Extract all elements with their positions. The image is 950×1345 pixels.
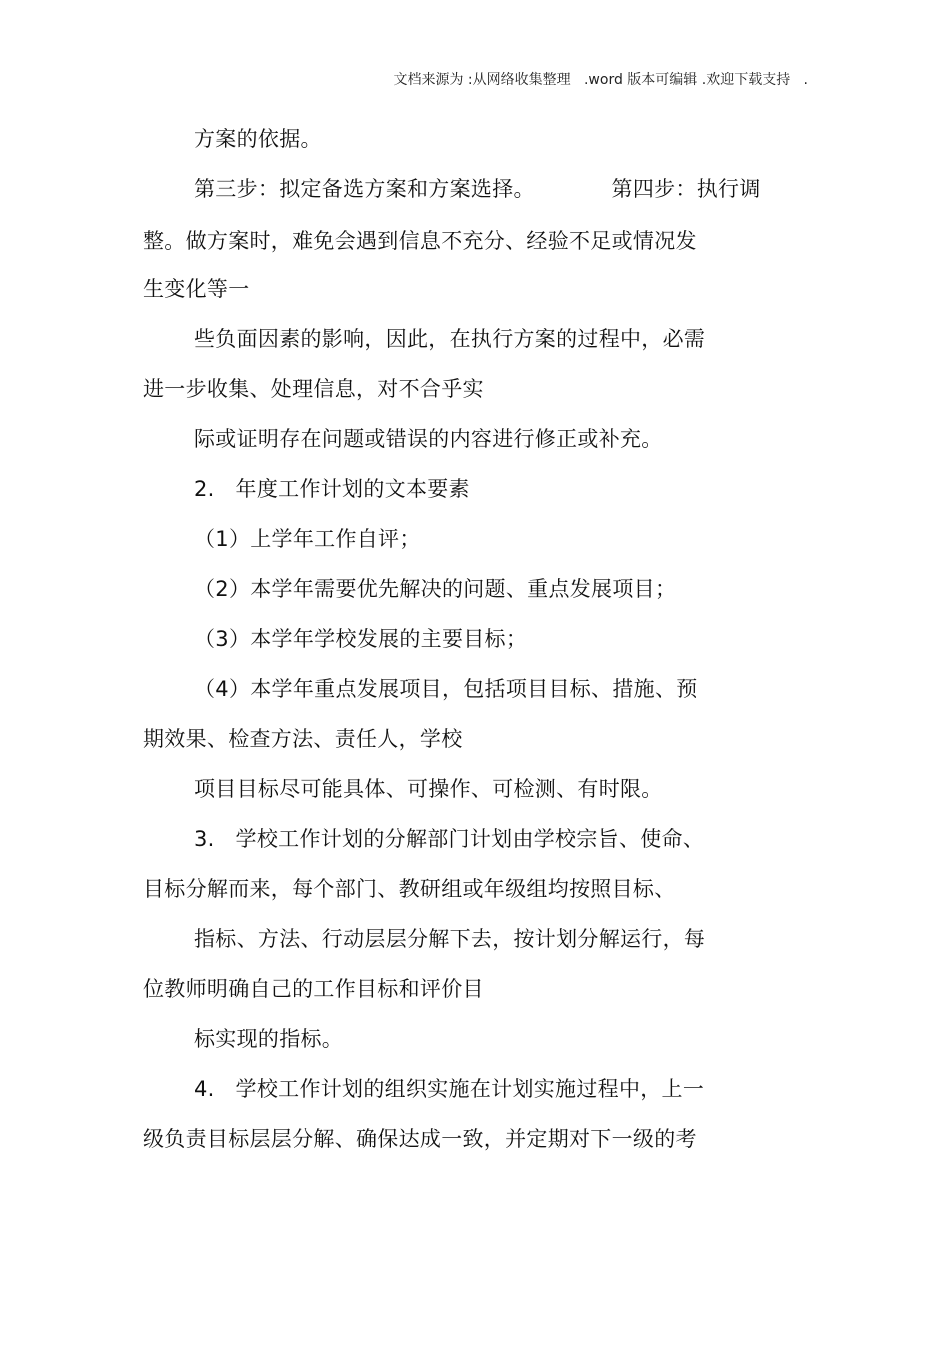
- section-heading: 4. 学校工作计划的组织实施在计划实施过程中，上一: [194, 1077, 705, 1101]
- text-line: 进一步收集、处理信息，对不合乎实: [143, 377, 484, 401]
- text-line: 目标分解而来，每个部门、教研组或年级组均按照目标、: [143, 877, 676, 901]
- text-line: 项目目标尽可能具体、可操作、可检测、有时限。: [194, 777, 663, 801]
- list-item: （2）本学年需要优先解决的问题、重点发展项目；: [194, 577, 677, 601]
- page-header: 文档来源为 :从网络收集整理 .word 版本可编辑 .欢迎下载支持 .: [393, 72, 808, 88]
- text-line: 标实现的指标。: [194, 1027, 344, 1051]
- text-line: 方案的依据。: [194, 127, 322, 151]
- text-line: 整。做方案时，难免会遇到信息不充分、经验不足或情况发: [143, 229, 697, 253]
- list-item: （3）本学年学校发展的主要目标；: [194, 627, 528, 651]
- text-line: 位教师明确自己的工作目标和评价目: [143, 977, 484, 1001]
- section-heading: 2. 年度工作计划的文本要素: [194, 477, 470, 501]
- section-heading: 3. 学校工作计划的分解部门计划由学校宗旨、使命、: [194, 827, 705, 851]
- list-item: （4）本学年重点发展项目，包括项目目标、措施、预: [194, 677, 698, 701]
- text-line: 指标、方法、行动层层分解下去，按计划分解运行，每: [194, 927, 706, 951]
- text-line: 期效果、检查方法、责任人，学校: [143, 727, 463, 751]
- text-line: 生变化等一: [143, 277, 250, 301]
- text-line: 际或证明存在问题或错误的内容进行修正或补充。: [194, 427, 663, 451]
- list-item: （1）上学年工作自评；: [194, 527, 421, 551]
- text-line: 些负面因素的影响，因此，在执行方案的过程中，必需: [194, 327, 706, 351]
- text-line: 第三步：拟定备选方案和方案选择。 第四步：执行调: [194, 177, 761, 201]
- text-line: 级负责目标层层分解、确保达成一致，并定期对下一级的考: [143, 1127, 697, 1151]
